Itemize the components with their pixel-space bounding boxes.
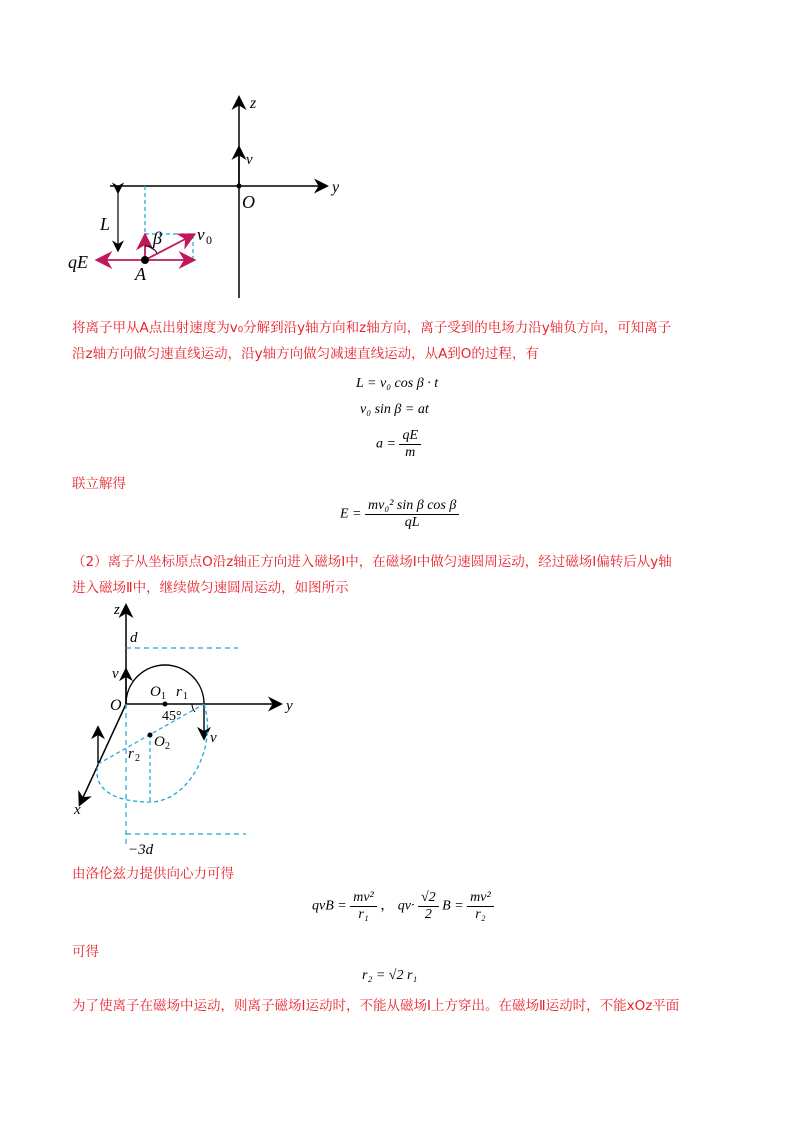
fig2-label-r2: r [128,746,134,762]
lorentz-label: 由洛伦兹力提供向心力可得 [72,866,234,882]
point-A [141,256,149,264]
eq3-num: qE [399,428,421,445]
eq4-den: qL [404,515,420,530]
fig2-label-y: y [286,698,293,714]
fig2-label-x: x [74,802,81,818]
eq5-part2-den2: r₂ [475,907,486,922]
eq5-part2-den: 2 [424,907,432,922]
ellipse-path-r2 [97,704,208,802]
eq5-part2-num: √2 [418,890,439,907]
eq5-part2-lhs: qv· [397,898,415,914]
equation-3 [376,428,421,461]
para3-line1: 为了使离子在磁场中运动，则离子磁场Ⅰ运动时，不能从磁场Ⅰ上方穿出。在磁场Ⅱ运动时，不能xOz平面 [72,998,680,1014]
equation-5 [312,890,494,923]
eq5-part1-num: mv² [350,890,377,907]
fig2-label-O1: O [150,684,161,700]
fig2-label-neg3d: −3d [128,842,154,858]
label-beta: β [153,228,162,248]
solve-label: 联立解得 [72,476,126,492]
fig2-label-O2: O [154,734,165,750]
eq5-part2-num2: mv² [467,890,494,907]
eq3-lhs: a = [376,436,396,452]
eq5-part1-den: r₁ [358,907,369,922]
result-label: 可得 [72,944,99,960]
x-axis-2 [80,704,126,804]
figure-2-magnetic-field-diagram [68,598,318,858]
fig2-label-v-down: v [210,730,217,746]
fig2-label-O2-sub: 2 [165,741,170,752]
fig2-label-O: O [110,697,122,714]
eq4-lhs: E = [340,506,362,522]
eq4-num: mv₀² sin β cos β [365,498,459,515]
eq5-part2-mid: B = [442,898,464,914]
para1-line1: 将离子甲从A点出射速度为v₀分解到沿y轴方向和z轴方向，离子受到的电场力沿y轴负方向，可知离子 [72,320,672,336]
eq5-part1-lhs: qvB = [312,898,347,914]
label-A: A [135,264,146,284]
label-L: L [100,214,111,234]
para2-line1: （2）离子从坐标原点O沿z轴正方向进入磁场Ⅰ中，在磁场Ⅰ中做匀速圆周运动，经过磁场Ⅰ偏转后从y轴 [72,554,672,570]
label-v: v [246,152,253,168]
fig2-label-angle: 45° [162,709,182,724]
label-v0-sub: 0 [206,233,212,247]
fig2-label-z: z [114,602,120,618]
equation-2: v₀ sin β = at [360,402,429,417]
para2-line2: 进入磁场Ⅱ中，继续做匀速圆周运动，如图所示 [72,580,349,596]
label-v0: v [197,225,205,244]
equation-6: r₂ = √2 r₁ [362,968,418,983]
fig2-label-r2-sub: 2 [135,753,140,764]
label-z: z [250,95,257,112]
equation-1: L = v₀ cos β · t [356,376,439,391]
fig2-label-v-up: v [112,666,119,682]
fig2-label-O1-sub: 1 [161,691,166,702]
fig2-label-d: d [130,630,138,646]
label-O: O [242,192,255,212]
label-y: y [332,179,340,196]
fig2-label-r1: r [176,684,182,700]
equation-4 [340,498,459,531]
eq3-den: m [405,445,416,460]
fig2-label-r1-sub: 1 [183,691,188,702]
O1-dot [163,702,168,707]
figure-1-coordinate-diagram [60,88,360,303]
eq5-sep: ， [380,898,395,914]
O2-dot [148,733,153,738]
para1-line2: 沿z轴方向做匀速直线运动，沿y轴方向做匀减速直线运动，从A到O的过程，有 [72,346,539,362]
origin-dot [237,184,242,189]
label-qE: qE [68,252,88,272]
